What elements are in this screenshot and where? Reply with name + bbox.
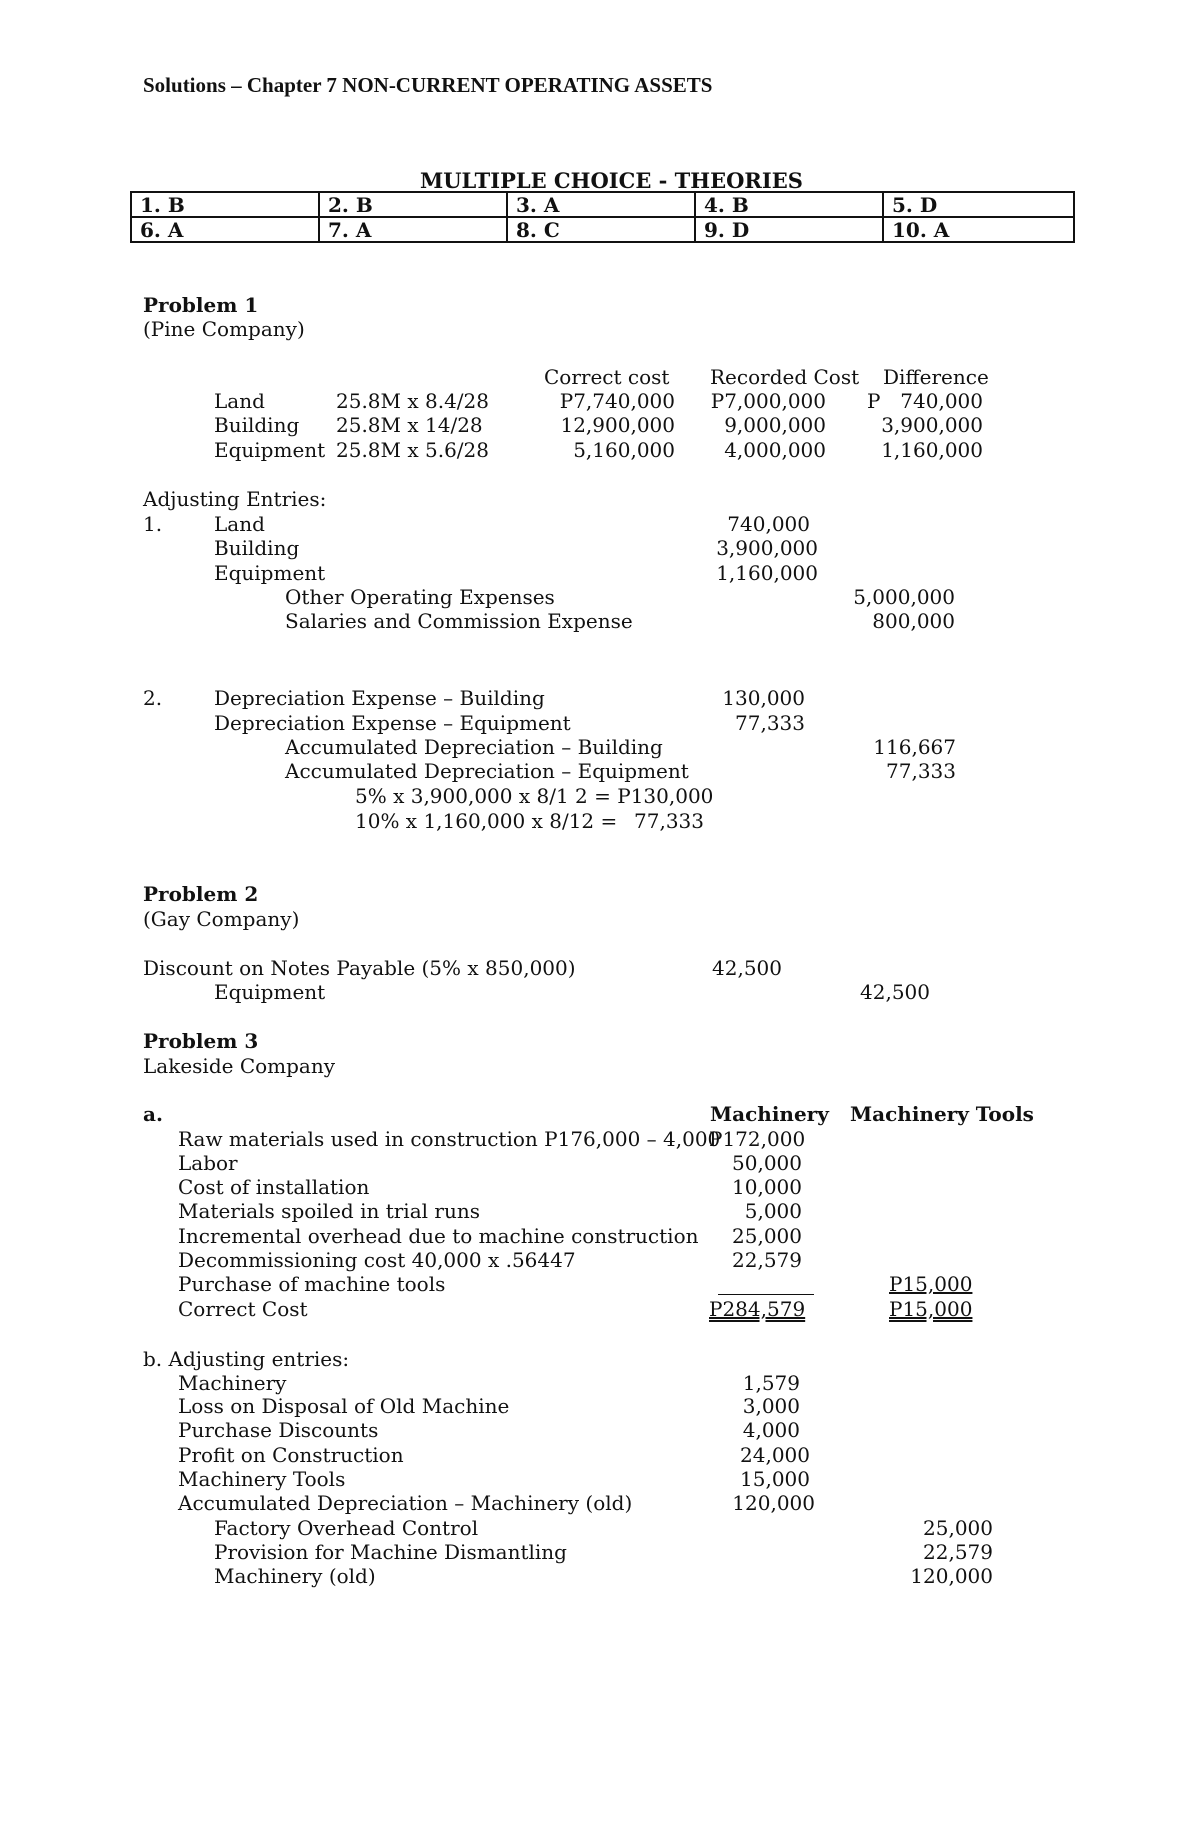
p1-row-diff: 3,900,000	[881, 413, 983, 437]
depreciation-calc-1: 5% x 3,900,000 x 8/1 2 = P130,000	[355, 784, 714, 808]
debit-amount: 42,500	[712, 956, 782, 980]
credit-amount: 22,579	[923, 1540, 993, 1564]
col-machinery-tools: Machinery Tools	[850, 1102, 1034, 1126]
p1-row-diff-prefix: P	[867, 389, 881, 413]
credit-amount: 42,500	[860, 980, 930, 1004]
col-recorded-cost: Recorded Cost	[710, 365, 860, 389]
total-machinery: P284,579	[709, 1297, 806, 1321]
mc-row-2	[131, 217, 1074, 242]
entry-number: 1.	[143, 512, 163, 536]
debit-account: Depreciation Expense – Building	[214, 686, 545, 710]
cost-item-label: Labor	[178, 1151, 238, 1175]
debit-account: Land	[214, 512, 265, 536]
entry-number: 2.	[143, 686, 163, 710]
debit-amount: 1,579	[742, 1371, 800, 1395]
debit-account: Machinery	[178, 1371, 287, 1395]
p1-row-name: Equipment	[214, 438, 326, 462]
cost-item-tools: P15,000	[889, 1272, 973, 1296]
debit-amount: 120,000	[732, 1491, 815, 1515]
debit-amount: 130,000	[722, 686, 805, 710]
debit-amount: 15,000	[740, 1467, 810, 1491]
mc-answer-5: 5. D	[883, 192, 1074, 217]
cost-item-machinery: 50,000	[732, 1151, 802, 1175]
p1-row-correct: 5,160,000	[573, 438, 675, 462]
cost-item-label: Raw materials used in construction P176,000 – 4,000	[178, 1127, 721, 1151]
credit-amount: 116,667	[873, 735, 956, 759]
p1-row-recorded: 9,000,000	[724, 413, 826, 437]
p1-row-formula: 25.8M x 8.4/28	[336, 389, 489, 413]
p1-row-formula: 25.8M x 14/28	[336, 413, 483, 437]
depreciation-calc-2-value: 77,333	[634, 809, 704, 833]
credit-account: Factory Overhead Control	[214, 1516, 479, 1540]
col-difference: Difference	[883, 365, 989, 389]
debit-account: Machinery Tools	[178, 1467, 346, 1491]
debit-amount: 4,000	[742, 1418, 800, 1442]
p1-row-recorded: P7,000,000	[710, 389, 826, 413]
cost-item-label: Materials spoiled in trial runs	[178, 1199, 480, 1223]
part-a-label: a.	[143, 1102, 163, 1126]
p1-row-name: Building	[214, 413, 300, 437]
mc-answer-8: 8. C	[507, 217, 695, 242]
part-b-title: b. Adjusting entries:	[143, 1347, 350, 1371]
credit-account: Accumulated Depreciation – Equipment	[285, 759, 689, 783]
credit-account: Accumulated Depreciation – Building	[285, 735, 663, 759]
credit-amount: 120,000	[910, 1564, 993, 1588]
mc-answer-1: 1. B	[131, 192, 319, 217]
p1-row-formula: 25.8M x 5.6/28	[336, 438, 489, 462]
cost-item-machinery: 22,579	[732, 1248, 802, 1272]
credit-account: Equipment	[214, 980, 326, 1004]
adjusting-entries-title: Adjusting Entries:	[143, 487, 327, 511]
credit-account: Provision for Machine Dismantling	[214, 1540, 567, 1564]
mc-answer-4: 4. B	[695, 192, 883, 217]
mc-answer-10: 10. A	[883, 217, 1074, 242]
cost-item-machinery: 10,000	[732, 1175, 802, 1199]
p1-row-name: Land	[214, 389, 265, 413]
cost-item-machinery: 5,000	[744, 1199, 802, 1223]
credit-account: Salaries and Commission Expense	[285, 609, 633, 633]
mc-answer-6: 6. A	[131, 217, 319, 242]
credit-amount: 5,000,000	[853, 585, 955, 609]
debit-account: Purchase Discounts	[178, 1418, 379, 1442]
col-correct-cost: Correct cost	[544, 365, 670, 389]
mc-answer-7: 7. A	[319, 217, 507, 242]
credit-amount: 77,333	[886, 759, 956, 783]
debit-amount: 77,333	[735, 711, 805, 735]
problem-3-company: Lakeside Company	[143, 1054, 336, 1078]
cost-item-label: Decommissioning cost 40,000 x .56447	[178, 1248, 576, 1272]
credit-amount: 800,000	[872, 609, 955, 633]
debit-account: Profit on Construction	[178, 1443, 404, 1467]
cost-item-label: Purchase of machine tools	[178, 1272, 446, 1296]
debit-amount: 740,000	[727, 512, 810, 536]
credit-account: Machinery (old)	[214, 1564, 376, 1588]
problem-3-title: Problem 3	[143, 1029, 259, 1053]
cost-item-machinery: P172,000	[709, 1127, 806, 1151]
debit-amount: 1,160,000	[716, 561, 818, 585]
debit-amount: 24,000	[740, 1443, 810, 1467]
problem-1-title: Problem 1	[143, 293, 259, 317]
p1-row-correct: P7,740,000	[559, 389, 675, 413]
debit-account: Building	[214, 536, 300, 560]
debit-account: Equipment	[214, 561, 326, 585]
total-tools: P15,000	[889, 1297, 973, 1321]
debit-account: Accumulated Depreciation – Machinery (old)	[178, 1491, 633, 1515]
subtotal-rule	[718, 1294, 814, 1295]
page-header: Solutions – Chapter 7 NON-CURRENT OPERATING ASSETS	[143, 73, 713, 97]
credit-amount: 25,000	[923, 1516, 993, 1540]
cost-item-label: Correct Cost	[178, 1297, 308, 1321]
cost-item-label: Incremental overhead due to machine construction	[178, 1224, 699, 1248]
debit-amount: 3,000	[742, 1394, 800, 1418]
mc-title: MULTIPLE CHOICE - THEORIES	[420, 168, 803, 193]
debit-account: Loss on Disposal of Old Machine	[178, 1394, 510, 1418]
mc-row-1	[131, 192, 1074, 217]
problem-2-title: Problem 2	[143, 882, 259, 906]
problem-1-company: (Pine Company)	[143, 317, 305, 341]
cost-item-label: Cost of installation	[178, 1175, 370, 1199]
mc-answer-9: 9. D	[695, 217, 883, 242]
problem-2-company: (Gay Company)	[143, 907, 300, 931]
debit-account: Discount on Notes Payable (5% x 850,000)	[143, 956, 576, 980]
col-machinery: Machinery	[710, 1102, 829, 1126]
p1-row-diff: 740,000	[900, 389, 983, 413]
p1-row-recorded: 4,000,000	[724, 438, 826, 462]
p1-row-correct: 12,900,000	[560, 413, 675, 437]
mc-answer-3: 3. A	[507, 192, 695, 217]
credit-account: Other Operating Expenses	[285, 585, 555, 609]
cost-item-machinery: 25,000	[732, 1224, 802, 1248]
debit-account: Depreciation Expense – Equipment	[214, 711, 571, 735]
mc-answer-2: 2. B	[319, 192, 507, 217]
mc-answer-table	[130, 191, 1075, 243]
debit-amount: 3,900,000	[716, 536, 818, 560]
p1-row-diff: 1,160,000	[881, 438, 983, 462]
depreciation-calc-2: 10% x 1,160,000 x 8/12 =	[355, 809, 618, 833]
